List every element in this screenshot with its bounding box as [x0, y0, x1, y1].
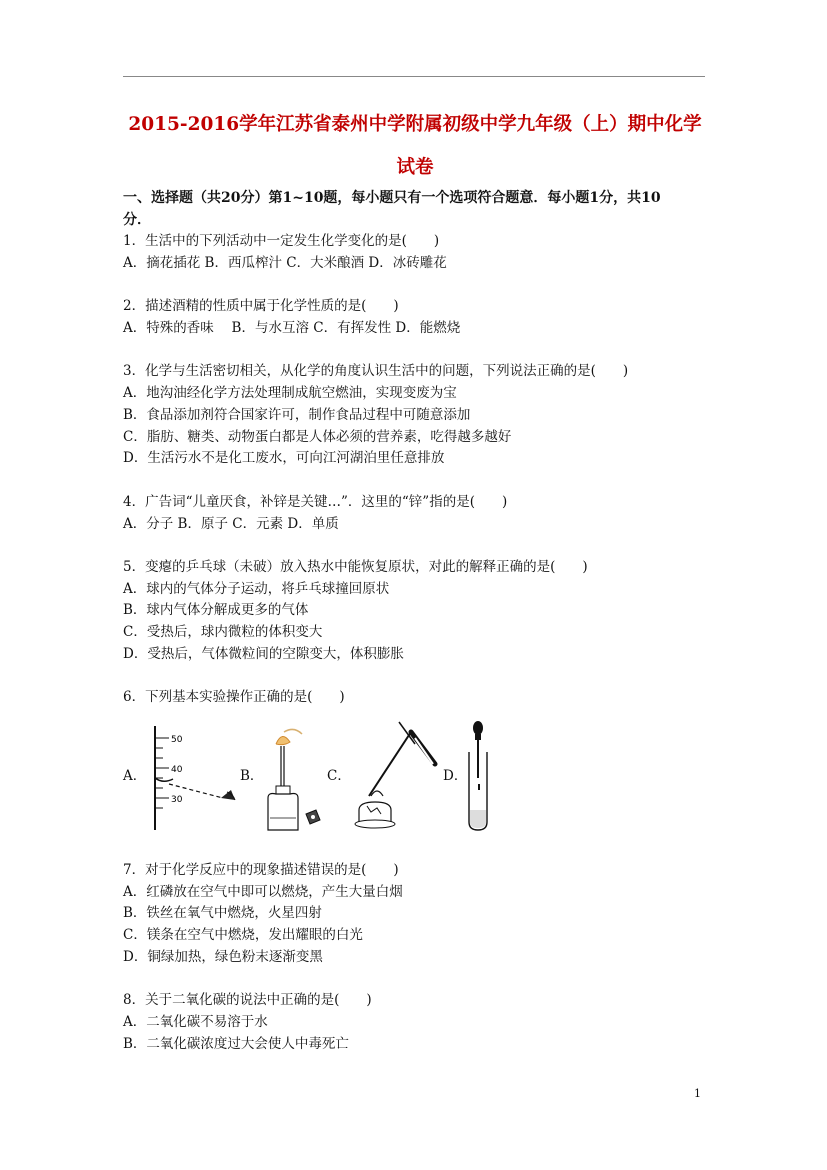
figure-label-c: C． — [327, 768, 351, 784]
page-number: 1 — [694, 1087, 701, 1100]
question-2-stem: 2．描述酒精的性质中属于化学性质的是( ) — [123, 298, 399, 314]
page-title-line2: 试卷 — [396, 157, 434, 178]
question-3-option-c: C．脂肪、糖类、动物蛋白都是人体必须的营养素，吃得越多越好 — [123, 429, 512, 445]
question-8-option-b: B．二氧化碳浓度过大会使人中毒死亡 — [123, 1036, 349, 1052]
question-7-stem: 7．对于化学反应中的现象描述错误的是( ) — [123, 862, 399, 878]
question-4-stem: 4．广告词“儿童厌食，补锌是关键…”．这里的“锌”指的是( ) — [123, 494, 508, 510]
question-4-options: A．分子 B．原子 C．元素 D．单质 — [123, 516, 339, 532]
question-5-option-c: C．受热后，球内微粒的体积变大 — [123, 624, 323, 640]
question-6-figure — [123, 718, 503, 833]
question-7-option-c: C．镁条在空气中燃烧，发出耀眼的白光 — [123, 927, 363, 943]
section-heading-line2: 分． — [123, 212, 151, 228]
question-8-stem: 8．关于二氧化碳的说法中正确的是( ) — [123, 992, 372, 1008]
heating-test-tube-illustration — [345, 718, 445, 833]
page-title-line1: 2015-2016学年江苏省泰州中学附属初级中学九年级（上）期中化学 — [128, 114, 702, 135]
question-5-option-a: A．球内的气体分子运动，将乒乓球撞回原状 — [123, 581, 390, 597]
question-5-option-b: B．球内气体分解成更多的气体 — [123, 602, 309, 618]
question-1-stem: 1．生活中的下列活动中一定发生化学变化的是( ) — [123, 233, 440, 249]
question-5-stem: 5．变瘪的乒乓球（未破）放入热水中能恢复原状，对此的解释正确的是( ) — [123, 559, 588, 575]
question-3-stem: 3．化学与生活密切相关，从化学的角度认识生活中的问题，下列说法正确的是( ) — [123, 363, 629, 379]
question-3-option-b: B．食品添加剂符合国家许可，制作食品过程中可随意添加 — [123, 407, 471, 423]
question-1-options: A．摘花插花 B．西瓜榨汁 C．大米酿酒 D．冰砖雕花 — [123, 255, 447, 271]
question-3-option-d: D．生活污水不是化工废水，可向江河湖泊里任意排放 — [123, 450, 445, 466]
header-rule — [123, 76, 705, 77]
alcohol-lamp-lighting-illustration — [258, 718, 328, 833]
question-7-option-b: B．铁丝在氧气中燃烧，火星四射 — [123, 905, 322, 921]
question-5-option-d: D．受热后，气体微粒间的空隙变大，体积膨胀 — [123, 646, 404, 662]
question-8-option-a: A．二氧化碳不易溶于水 — [123, 1014, 268, 1030]
question-7-option-d: D．铜绿加热，绿色粉末逐渐变黑 — [123, 949, 323, 965]
dropper-test-tube-illustration — [463, 718, 503, 833]
cylinder-mark-40: 40 — [171, 765, 183, 775]
cylinder-mark-30: 30 — [171, 795, 183, 805]
section-heading-line1: 一、选择题（共20分）第1~10题，每小题只有一个选项符合题意．每小题1分，共10 — [123, 190, 661, 206]
graduated-cylinder-reading-illustration — [143, 718, 243, 833]
question-2-options: A．特殊的香味 B．与水互溶 C．有挥发性 D．能燃烧 — [123, 320, 461, 336]
figure-label-a: A． — [123, 768, 147, 784]
question-6-stem: 6．下列基本实验操作正确的是( ) — [123, 689, 345, 705]
question-3-option-a: A．地沟油经化学方法处理制成航空燃油，实现变废为宝 — [123, 385, 457, 401]
figure-label-d: D． — [443, 768, 468, 784]
figure-label-b: B． — [240, 768, 264, 784]
question-7-option-a: A．红磷放在空气中即可以燃烧，产生大量白烟 — [123, 884, 403, 900]
cylinder-mark-50: 50 — [171, 735, 183, 745]
